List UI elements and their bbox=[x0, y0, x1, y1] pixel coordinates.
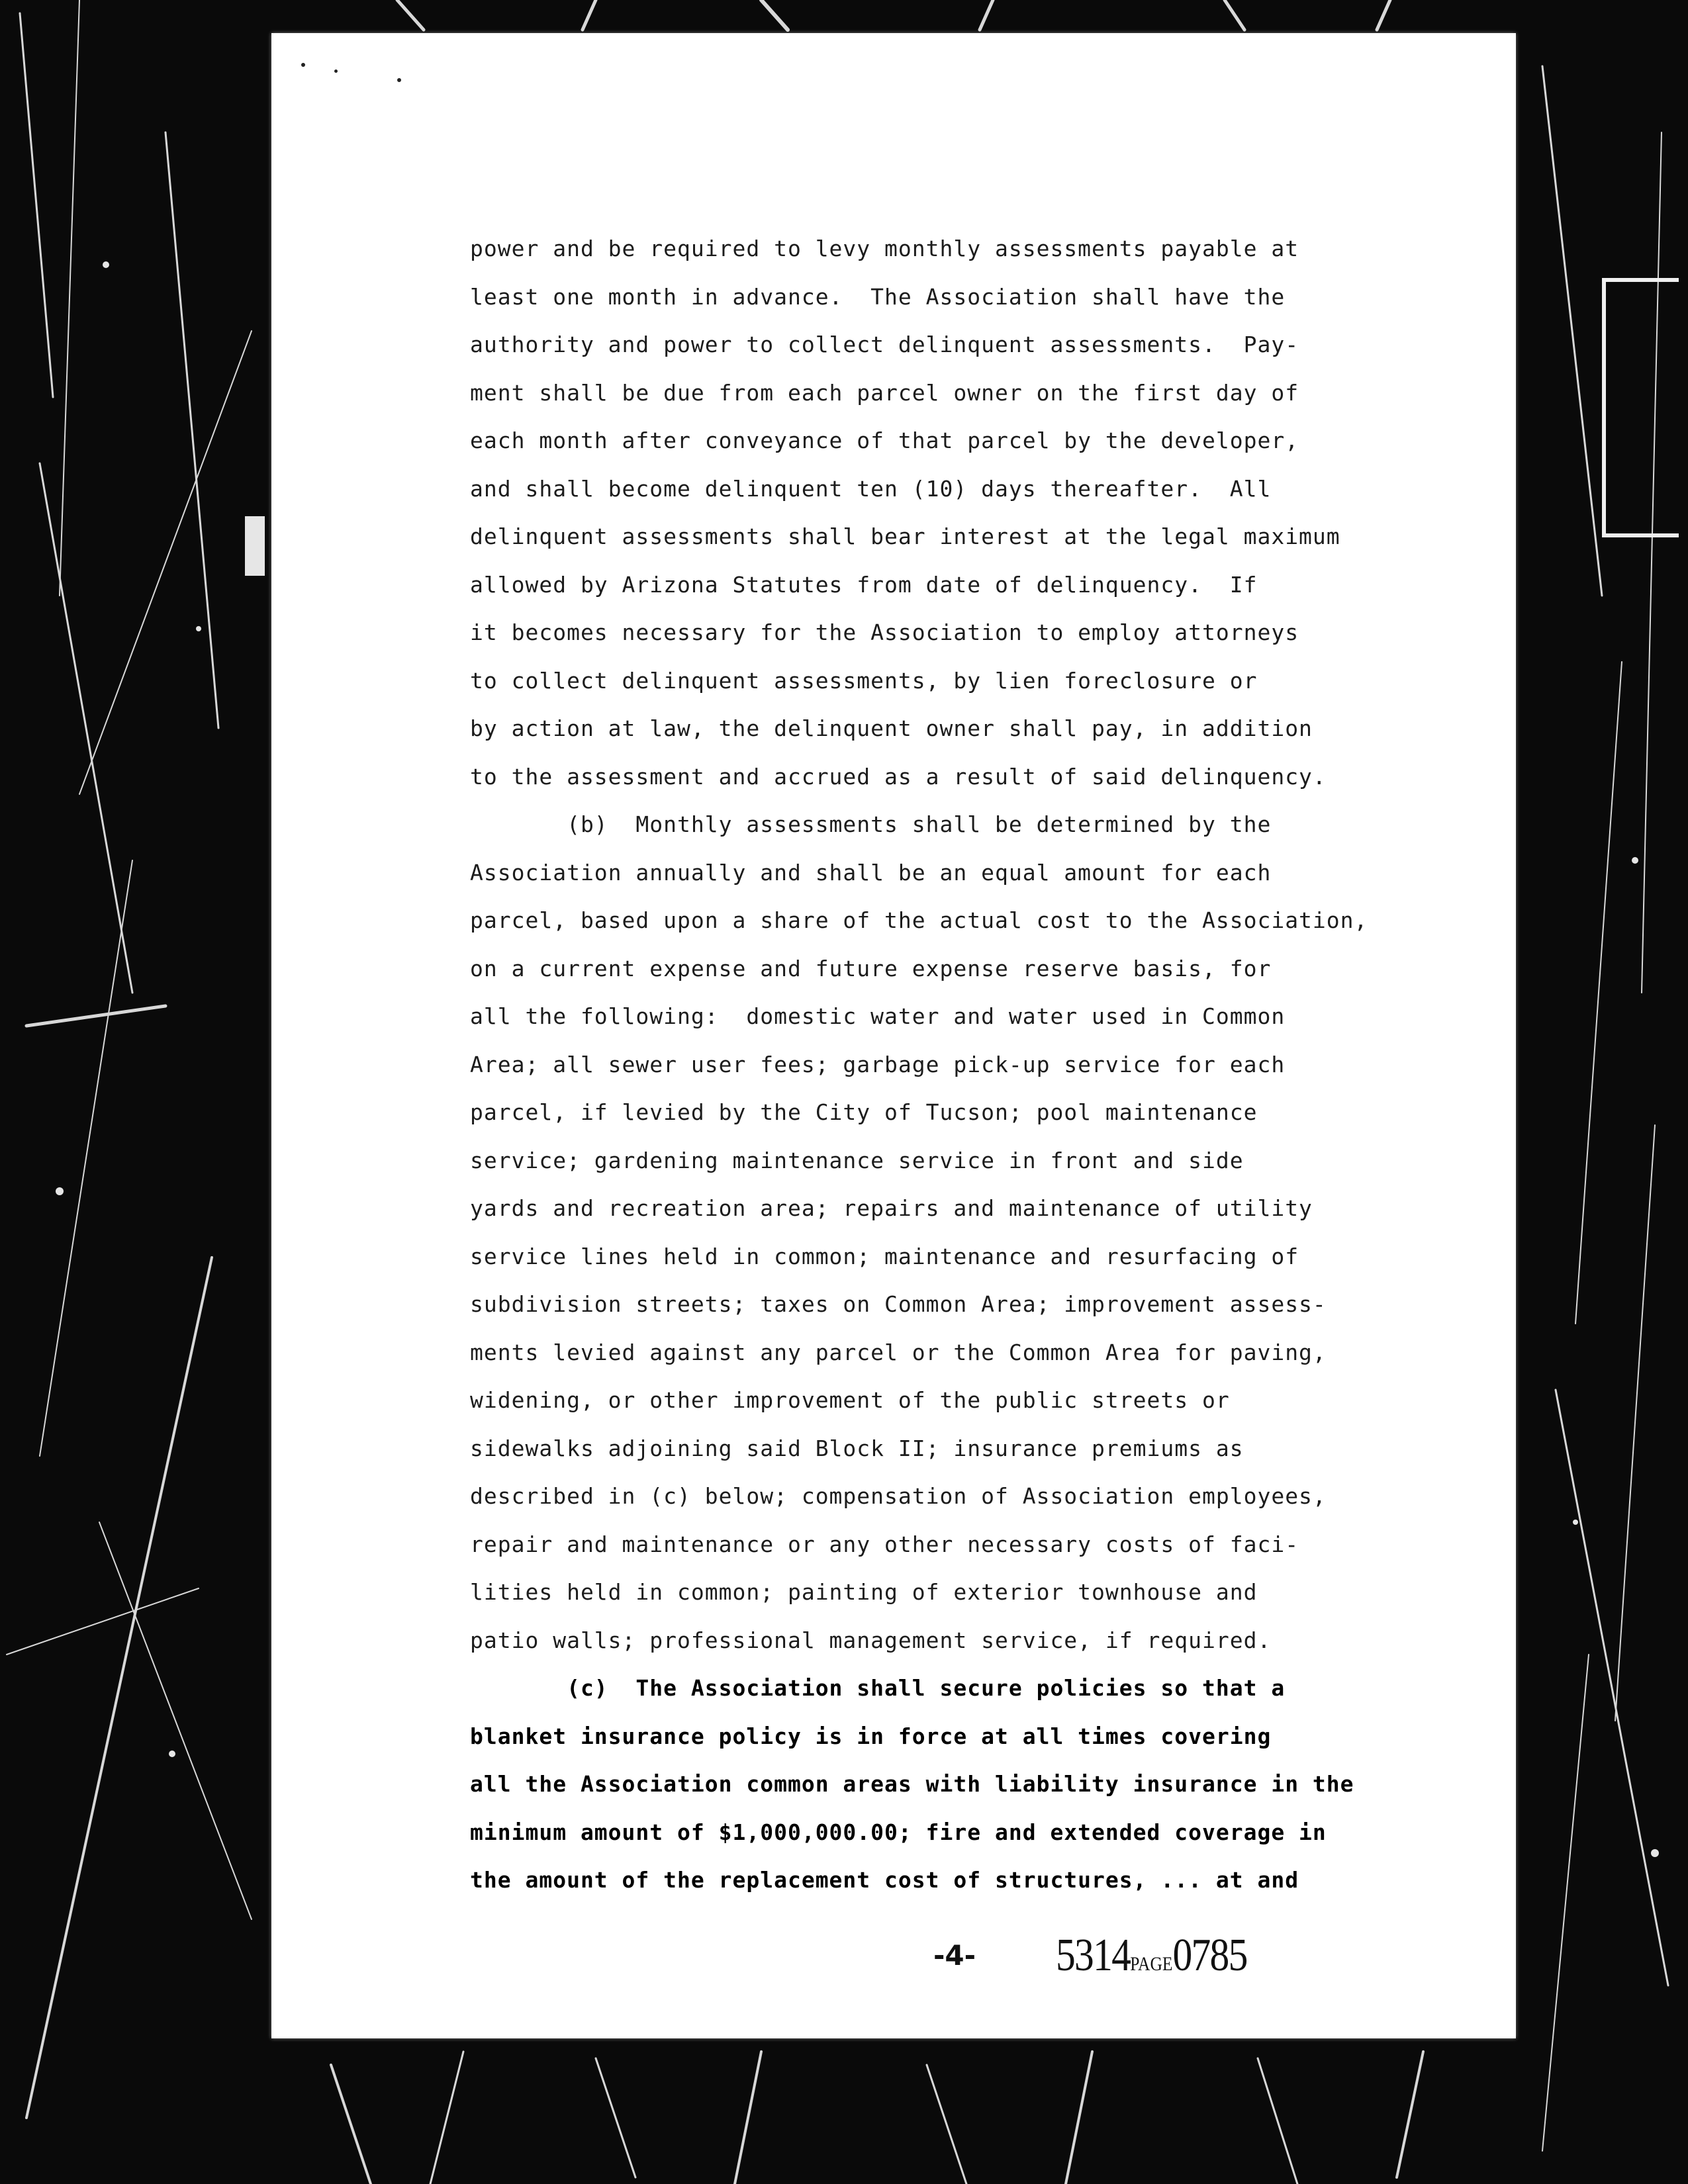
text-line: blanket insurance policy is in force at all times covering bbox=[470, 1723, 1272, 1749]
text-line: parcel, based upon a share of the actual cost to the Association, bbox=[470, 907, 1368, 933]
text-line: (c) The Association shall secure policies so that a bbox=[470, 1675, 1286, 1701]
stamp-page-label: PAGE bbox=[1130, 1953, 1173, 1975]
text-line: Association annually and shall be an equal amount for each bbox=[470, 859, 1272, 886]
text-line: patio walls; professional management service, if required. bbox=[470, 1627, 1272, 1653]
text-line: parcel, if levied by the City of Tucson; pool maintenance bbox=[470, 1099, 1258, 1125]
text-line: on a current expense and future expense reserve basis, for bbox=[470, 955, 1272, 981]
text-line: ment shall be due from each parcel owner on the first day of bbox=[470, 379, 1299, 406]
text-line: described in (c) below; compensation of Association employees, bbox=[470, 1483, 1327, 1509]
book-page-stamp bbox=[1056, 1929, 1247, 1982]
document-body bbox=[470, 225, 1463, 1905]
speck bbox=[301, 63, 305, 67]
text-line: widening, or other improvement of the public streets or bbox=[470, 1387, 1230, 1413]
text-line: all the following: domestic water and water used in Common bbox=[470, 1003, 1286, 1029]
text-line: all the Association common areas with liability insurance in the bbox=[470, 1771, 1354, 1797]
page-number: -4- bbox=[933, 1939, 976, 1972]
text-line: ments levied against any parcel or the Common Area for paving, bbox=[470, 1339, 1327, 1365]
text-line: (b) Monthly assessments shall be determined by the bbox=[470, 811, 1272, 837]
scan-artifact-bracket bbox=[1602, 278, 1679, 537]
text-line: it becomes necessary for the Association to employ attorneys bbox=[470, 619, 1299, 645]
text-line: each month after conveyance of that parcel by the developer, bbox=[470, 428, 1299, 453]
text-line: repair and maintenance or any other necessary costs of faci- bbox=[470, 1531, 1299, 1557]
text-line: least one month in advance. The Association shall have the bbox=[470, 283, 1286, 310]
text-line: and shall become delinquent ten (10) days thereafter. All bbox=[470, 475, 1272, 502]
text-line: service; gardening maintenance service in front and side bbox=[470, 1147, 1244, 1173]
text-line: subdivision streets; taxes on Common Area; improvement assess- bbox=[470, 1291, 1327, 1317]
text-line: by action at law, the delinquent owner shall pay, in addition bbox=[470, 715, 1313, 741]
text-line: yards and recreation area; repairs and maintenance of utility bbox=[470, 1195, 1313, 1221]
text-line: lities held in common; painting of exterior townhouse and bbox=[470, 1579, 1258, 1605]
text-line: Area; all sewer user fees; garbage pick-up service for each bbox=[470, 1051, 1286, 1077]
text-line: to collect delinquent assessments, by lien foreclosure or bbox=[470, 667, 1258, 694]
text-line: delinquent assessments shall bear interest at the legal maximum bbox=[470, 523, 1340, 549]
text-line: authority and power to collect delinquent assessments. Pay- bbox=[470, 332, 1299, 357]
speck bbox=[397, 78, 401, 82]
text-line: sidewalks adjoining said Block II; insurance premiums as bbox=[470, 1435, 1244, 1461]
speck bbox=[334, 69, 338, 73]
text-line: minimum amount of $1,000,000.00; fire and extended coverage in bbox=[470, 1819, 1327, 1845]
text-line: power and be required to levy monthly assessments payable at bbox=[470, 236, 1299, 261]
text-line: allowed by Arizona Statutes from date of delinquency. If bbox=[470, 571, 1258, 598]
text-line: to the assessment and accrued as a result of said delinquency. bbox=[470, 763, 1327, 790]
text-line: service lines held in common; maintenance and resurfacing of bbox=[470, 1243, 1299, 1269]
stamp-book-number: 5314 bbox=[1056, 1930, 1131, 1981]
text-line: the amount of the replacement cost of structures, ... at and bbox=[470, 1867, 1299, 1893]
stamp-page-number: 0785 bbox=[1172, 1930, 1247, 1981]
